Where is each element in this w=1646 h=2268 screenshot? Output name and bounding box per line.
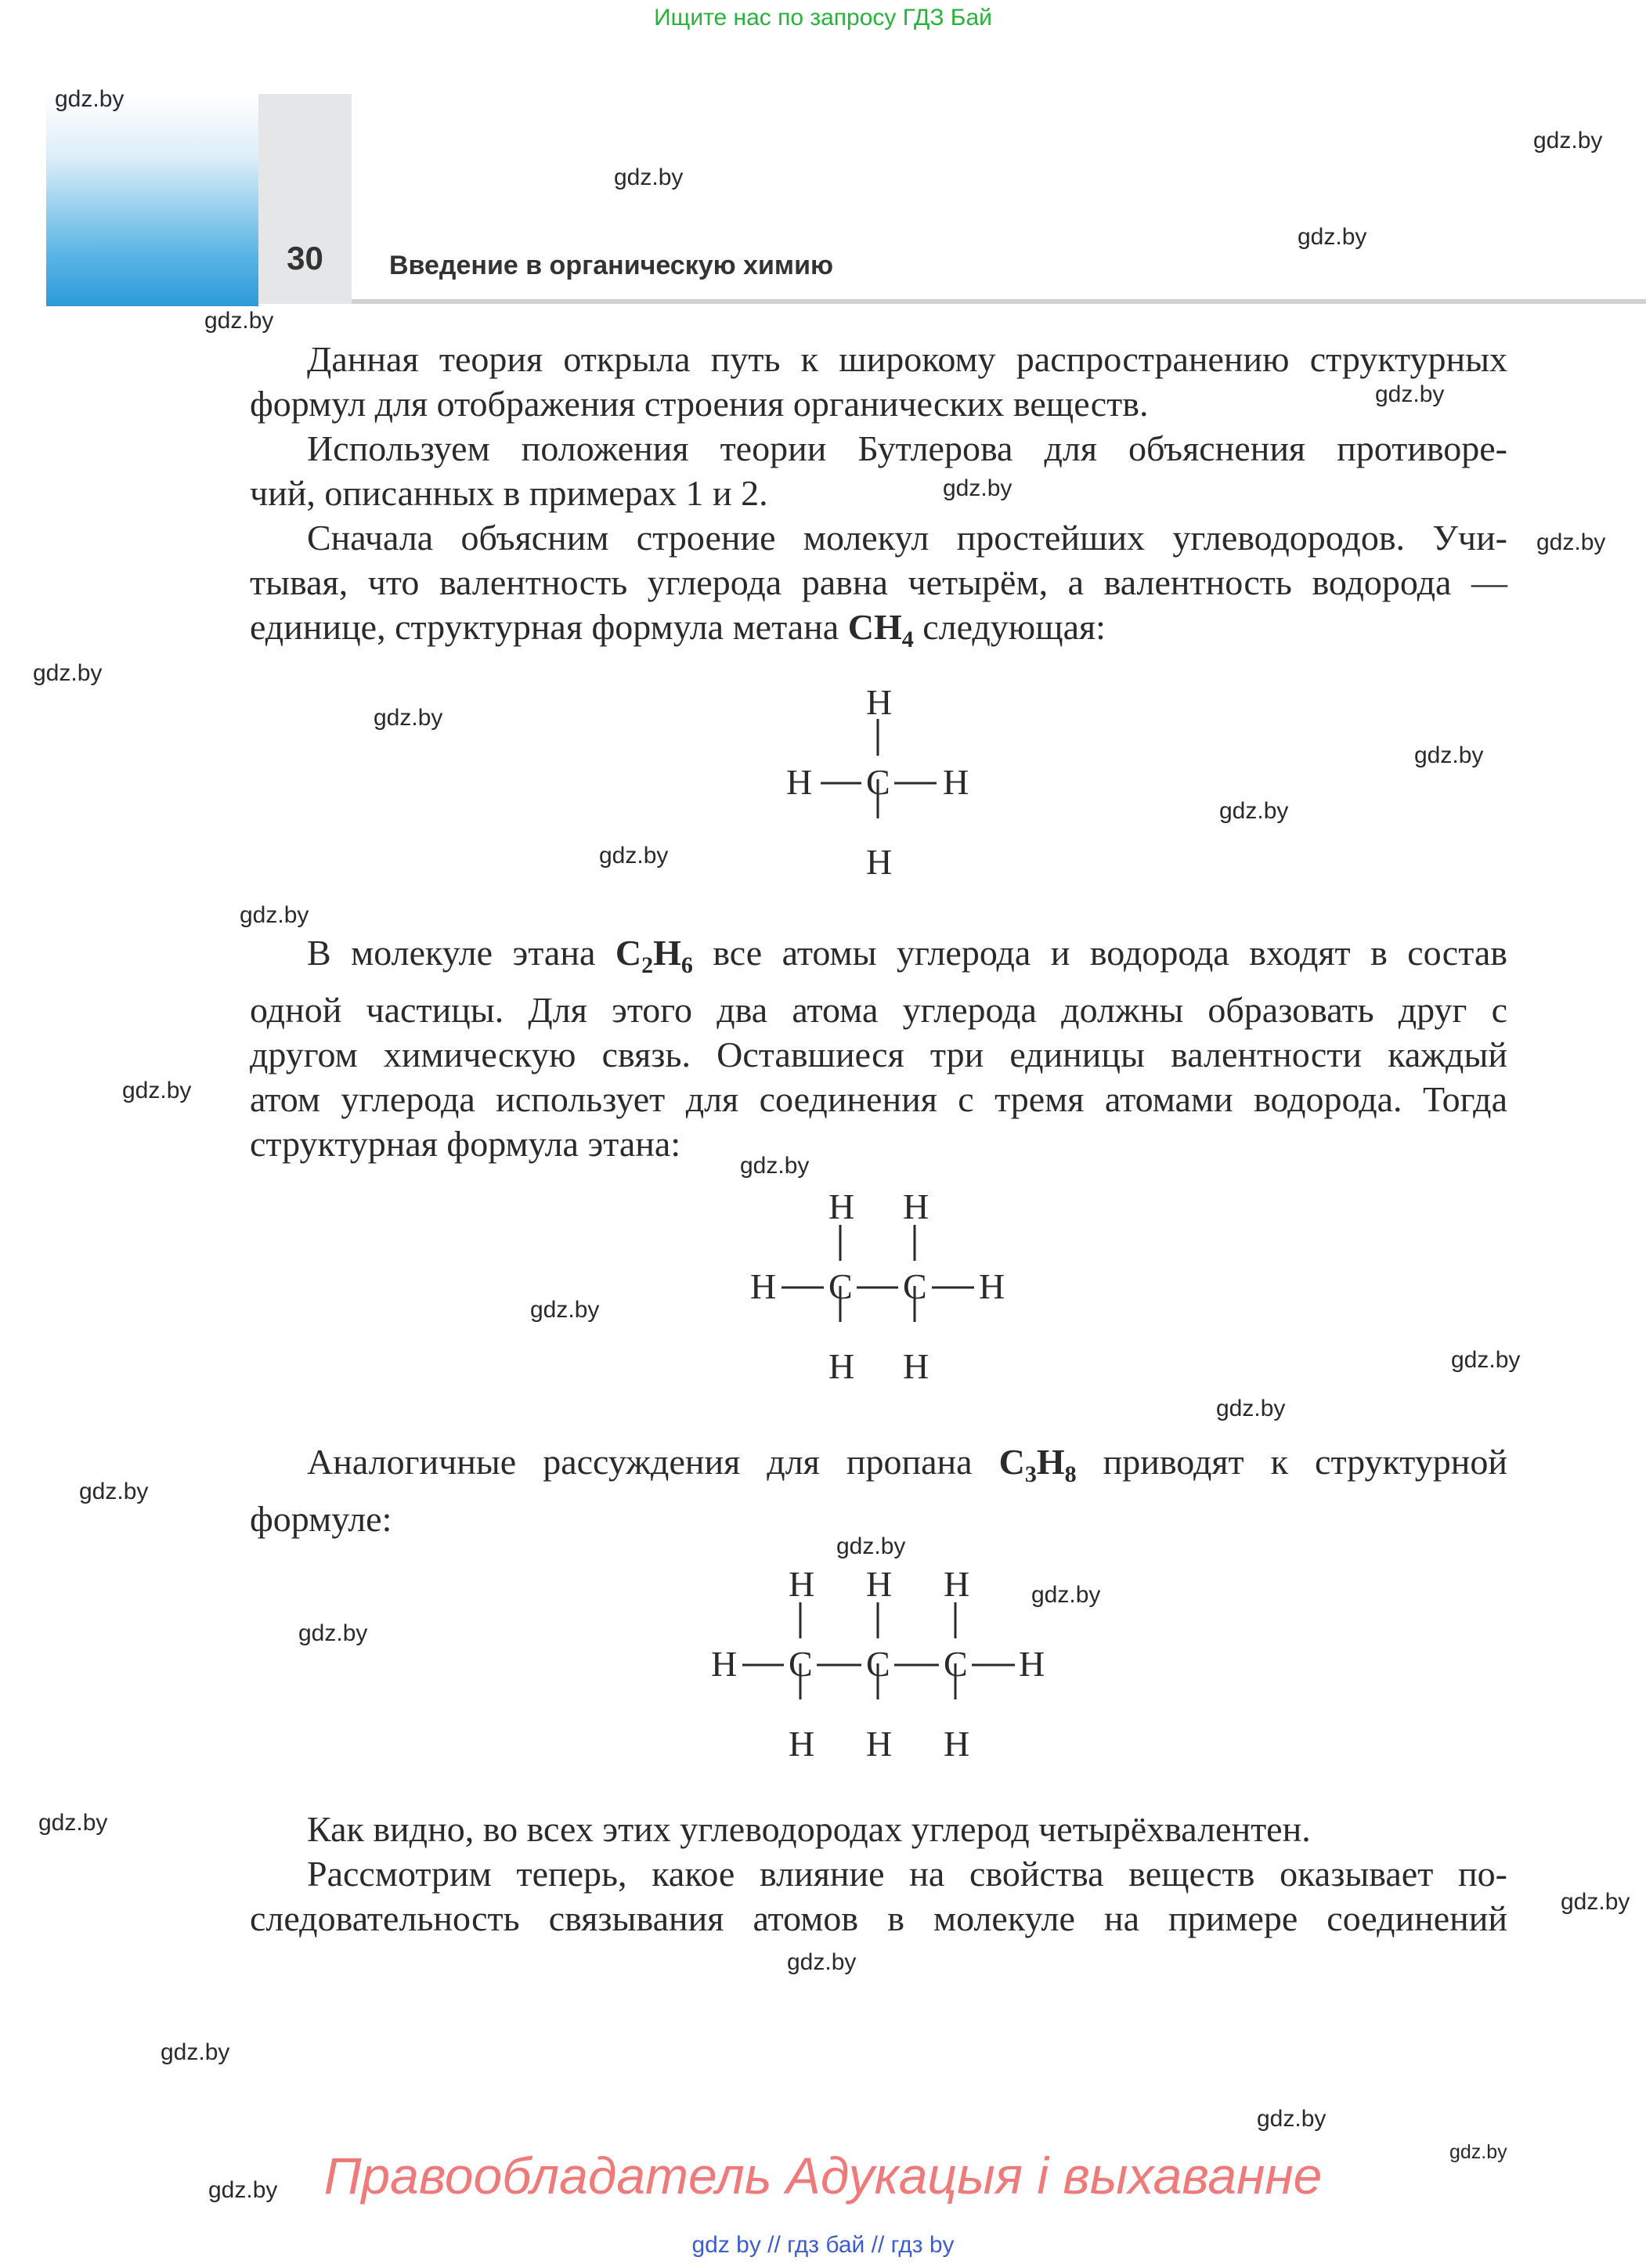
text-line: [250, 930, 1507, 988]
atom-h: H: [903, 1186, 929, 1226]
text-fragment: все атомы углерода и водорода входят в состав: [713, 933, 1508, 973]
watermark: gdz.by: [740, 1153, 810, 1179]
footer-links[interactable]: gdz by // гдз бай // гдз by: [691, 2232, 955, 2258]
atom-h: H: [979, 1266, 1005, 1306]
atom-h: H: [944, 1564, 970, 1604]
text-line: Данная теория открыла путь к широкому распространению структурных: [307, 339, 1507, 379]
atom-h: H: [789, 1724, 815, 1764]
atom-h: H: [943, 762, 969, 802]
propane-structure: [708, 1563, 1052, 1767]
text-line: [250, 605, 1507, 662]
propane-formula: $C_3H_8$: [998, 1442, 1077, 1488]
text-fragment: Аналогичные рассуждения для пропана: [307, 1442, 973, 1482]
watermark: gdz.by: [208, 2177, 278, 2203]
watermark: gdz.by: [1257, 2106, 1327, 2132]
watermark: gdz.by: [1414, 742, 1484, 768]
atom-h: H: [711, 1644, 738, 1684]
text-line: [250, 1439, 1507, 1497]
text-line: Используем положения теории Бутлерова для объяснения противоре-: [307, 428, 1507, 468]
watermark: gdz.by: [1536, 529, 1606, 555]
page-number: 30: [287, 240, 323, 276]
copyright-notice: Правообладатель Адукацыя і выхаванне: [323, 2147, 1323, 2205]
text-line: Как видно, во всех этих углеводородах углерод четырёхвалентен.: [307, 1809, 1311, 1849]
ethane-structure: [747, 1186, 1013, 1389]
watermark: gdz.by: [122, 1078, 192, 1103]
text-line: другом химическую связь. Оставшиеся три единицы валентности каждый: [250, 1035, 1507, 1075]
text-line: Сначала объясним строение молекул простейших углеводородов. Учи-: [307, 518, 1507, 558]
header-color-band: [46, 94, 258, 306]
watermark: gdz.by: [204, 308, 274, 334]
watermark: gdz.by: [33, 660, 103, 686]
atom-h: H: [828, 1346, 855, 1386]
atom-h: H: [750, 1266, 777, 1306]
watermark: gdz.by: [787, 1949, 857, 1975]
methane-structure: [783, 681, 979, 885]
atom-h: H: [944, 1724, 970, 1764]
paragraph-1: [250, 337, 1507, 426]
text-line: атом углерода использует для соединения с тремя атомами водорода. Тогда: [250, 1079, 1507, 1120]
text-fragment: следующая:: [922, 607, 1106, 647]
text-line: чий, описанных в примерах 1 и 2.: [250, 473, 768, 513]
bond-lines: [747, 1186, 1013, 1389]
watermark: gdz.by: [530, 1297, 600, 1323]
watermark: gdz.by: [79, 1479, 149, 1504]
atom-c: C: [828, 1266, 853, 1306]
paragraph-5: [250, 1439, 1507, 1541]
text-fragment: приводят к структурной: [1103, 1442, 1507, 1482]
ethane-formula: $C_2H_6$: [615, 933, 693, 979]
text-line: формуле:: [250, 1499, 392, 1540]
watermark: gdz.by: [1031, 1582, 1101, 1608]
text-line: одной частицы. Для этого два атома углерода должны образовать друг с: [250, 990, 1507, 1031]
text-fragment: В молекуле этана: [307, 933, 596, 973]
paragraph-6: [250, 1807, 1507, 1851]
atom-h: H: [903, 1346, 929, 1386]
paragraph-2: [250, 426, 1507, 515]
text-line: Рассмотрим теперь, какое влияние на свойства веществ оказывает по-: [307, 1854, 1507, 1894]
atom-c: C: [866, 762, 890, 802]
methane-formula: $CH_4$: [847, 607, 914, 653]
atom-h: H: [866, 1564, 893, 1604]
watermark: gdz.by: [1561, 1889, 1630, 1915]
atom-h: H: [866, 682, 893, 722]
atom-h: H: [786, 762, 813, 802]
watermark: gdz.by: [614, 164, 684, 190]
watermark: gdz.by: [38, 1810, 108, 1836]
paragraph-7: [250, 1851, 1507, 1941]
atom-h: H: [866, 842, 893, 882]
watermark: gdz.by: [1451, 1347, 1521, 1373]
atom-h: H: [1019, 1644, 1045, 1684]
atom-c: C: [944, 1644, 968, 1684]
search-banner[interactable]: Ищите нас по запросу ГДЗ Бай: [654, 5, 992, 31]
atom-h: H: [866, 1724, 893, 1764]
watermark: gdz.by: [240, 902, 309, 928]
paragraph-3: [250, 515, 1507, 662]
atom-c: C: [789, 1644, 813, 1684]
atom-h: H: [828, 1186, 855, 1226]
text-line: формул для отображения строения органических веществ.: [250, 384, 1149, 424]
watermark: gdz.by: [374, 705, 443, 731]
watermark: gdz.by: [599, 843, 669, 869]
text-line: структурная формула этана:: [250, 1124, 681, 1165]
watermark: gdz.by: [943, 475, 1013, 501]
atom-h: H: [789, 1564, 815, 1604]
watermark: gdz.by: [161, 2039, 230, 2065]
watermark: gdz.by: [1375, 381, 1445, 407]
paragraph-4: [250, 930, 1507, 1166]
watermark: gdz.by: [1219, 798, 1289, 824]
watermark: gdz.by: [298, 1620, 368, 1646]
watermark: gdz.by: [836, 1533, 906, 1559]
text-line: следовательность связывания атомов в молекуле на примере соединений: [250, 1898, 1507, 1938]
chapter-title: Введение в органическую химию: [389, 251, 834, 280]
text-fragment: единице, структурная формула метана: [250, 607, 839, 647]
watermark: gdz.by: [1449, 2141, 1507, 2163]
watermark: gdz.by: [1533, 128, 1603, 153]
watermark: gdz.by: [1298, 224, 1367, 250]
header-rule: [352, 299, 1646, 304]
watermark: gdz.by: [55, 86, 125, 112]
atom-c: C: [903, 1266, 927, 1306]
watermark: gdz.by: [1216, 1396, 1286, 1421]
text-line: тывая, что валентность углерода равна четырём, а валентность водорода —: [250, 562, 1507, 602]
atom-c: C: [866, 1644, 890, 1684]
